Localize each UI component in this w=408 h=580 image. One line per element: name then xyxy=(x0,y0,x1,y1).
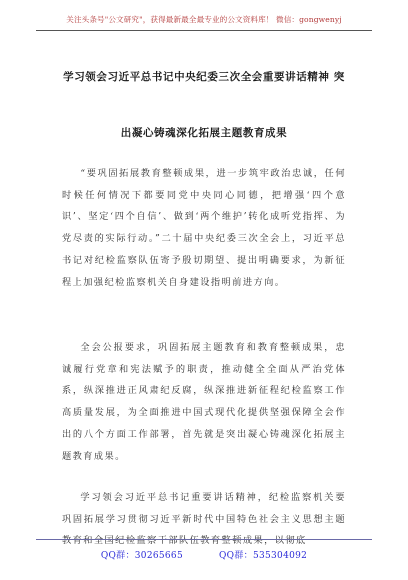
header-divider xyxy=(36,30,372,31)
document-title-line-2: 出凝心铸魂深化拓展主题教育成果 xyxy=(120,127,288,139)
footer-divider xyxy=(36,539,372,540)
document-title-line-1: 学习领会习近平总书记中央纪委三次全会重要讲话精神 突 xyxy=(63,71,345,83)
document-body-2 xyxy=(62,337,346,467)
footer-qq-group-2: QQ群：535304092 xyxy=(218,551,308,561)
document-body-3 xyxy=(62,487,346,547)
paragraph-3: 学习领会习近平总书记重要讲话精神，纪检监察机关要巩固拓展学习贯彻习近平新时代中国特色社会主义思想主题教育和全国纪检监察干部队伍教育整顿成果，以彻底 xyxy=(62,492,346,547)
footer-qq-group-1: QQ群：30265665 xyxy=(100,551,183,561)
header-banner: 关注头条号"公文研究"，获得最新最全最专业的公文资料库！ 微信：gongwenyj xyxy=(66,15,342,24)
footer xyxy=(0,548,408,561)
paragraph-2: 全会公报要求，巩固拓展主题教育和教育整顿成果，忠诚履行党章和宪法赋予的职责，推动健全全面从严治党体系，纵深推进正风肃纪反腐，纵深推进新征程纪检监察工作高质量发展，为全面推进中国式现代化提供坚强保障全会作出的八个方面工作部署，首先就是突出凝心铸魂深化拓展主题教育成果。 xyxy=(62,342,346,462)
paragraph-1: “要巩固拓展教育整顿成果，进一步筑牢政治忠诚，任何时候任何情况下都要同党中央同心同德，把增强‘四个意识’、坚定‘四个自信’、做到‘两个维护’转化成听党指挥、为党尽责的实际行动。”二十届中央纪委三次全会上，习近平总书记对纪检监察队伍寄予殷切期望、提出明确要求，为新征程上加强纪检监察机关自身建设指明前进方向。 xyxy=(62,168,346,288)
document-body xyxy=(62,163,346,293)
